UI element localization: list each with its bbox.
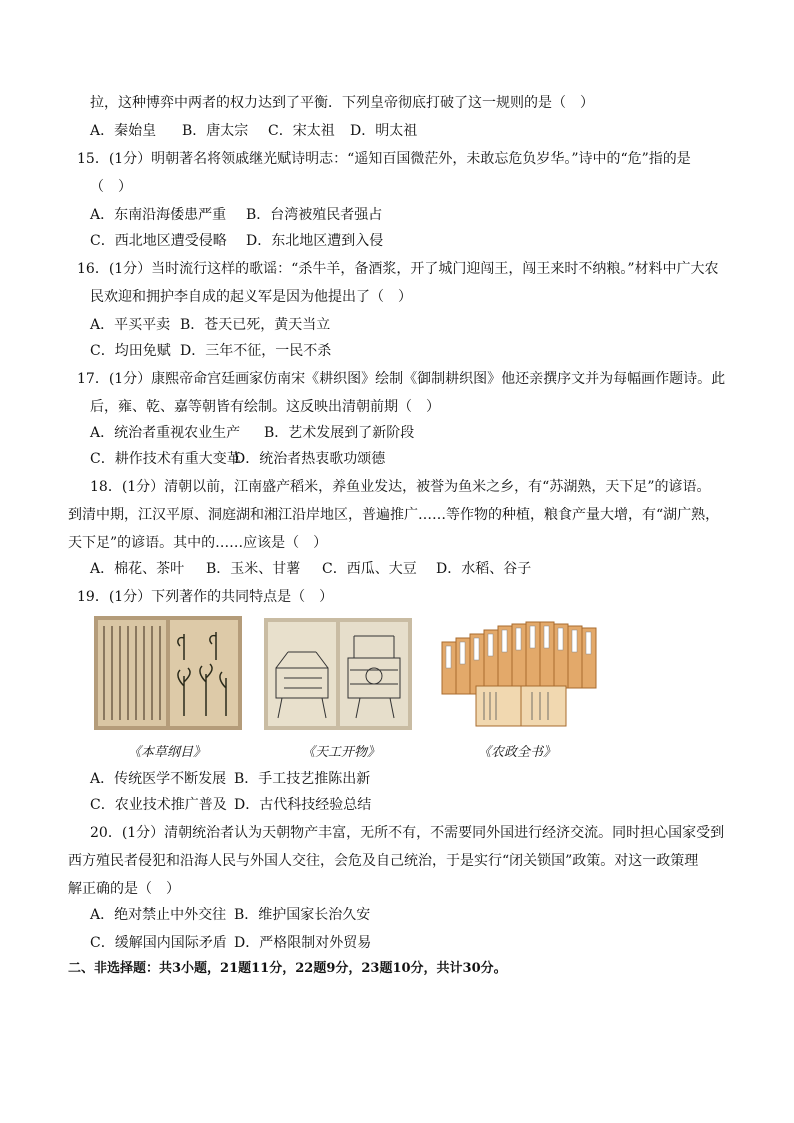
q15-option-c: C．西北地区遭受侵略 (90, 233, 227, 249)
tiangong-kaiwu-image (264, 618, 412, 730)
q19-option-c: C．农业技术推广普及 (90, 797, 227, 813)
bencao-gangmu-illustration (94, 616, 242, 730)
q15-stem-cont: （ ） (90, 179, 132, 195)
q17-option-c: C．耕作技术有重大变革 (90, 451, 241, 467)
q20-stem-cont1: 西方殖民者侵犯和沿海人民与外国人交往，会危及自己统治，于是实行“闭关锁国”政策。对这一政策理 (68, 853, 699, 869)
q17-option-b: B．艺术发展到了新阶段 (264, 425, 415, 441)
caption-tiangong-kaiwu: 《天工开物》 (302, 745, 381, 760)
q20-stem-cont2: 解正确的是（ ） (68, 881, 180, 897)
q18-option-a: A．棉花、茶叶 (90, 561, 185, 577)
q19-option-a: A．传统医学不断发展 (90, 771, 227, 787)
section-2-heading: 二、非选择题：共3小题，21题11分，22题9分，23题10分，共计30分。 (68, 961, 507, 976)
q20-option-b: B．维护国家长治久安 (234, 907, 371, 923)
nongzheng-quanshu-illustration (436, 616, 604, 730)
q14-option-a: A．秦始皇 (90, 123, 157, 139)
q16-stem-cont: 民欢迎和拥护李自成的起义军是因为他提出了（ ） (90, 289, 412, 305)
bencao-gangmu-image (94, 616, 242, 730)
q18-option-b: B．玉米、甘薯 (206, 561, 301, 577)
q18-stem: 18．(1分）清朝以前，江南盛产稻米，养鱼业发达，被誉为鱼米之乡，有“苏湖熟，天下足”的谚语。 (90, 479, 711, 495)
q15-option-a: A．东南沿海倭患严重 (90, 207, 227, 223)
q14-option-c: C．宋太祖 (268, 123, 335, 139)
q14-stem: 拉，这种博弈中两者的权力达到了平衡．下列皇帝彻底打破了这一规则的是（ ） (90, 95, 594, 111)
q18-option-d: D．水稻、谷子 (436, 561, 532, 577)
tiangong-kaiwu-illustration (264, 618, 412, 730)
q20-option-d: D．严格限制对外贸易 (234, 935, 372, 951)
q16-option-a: A．平买平卖 (90, 317, 171, 333)
caption-bencao-gangmu: 《本草纲目》 (128, 745, 207, 760)
q17-option-a: A．统治者重视农业生产 (90, 425, 241, 441)
q18-stem-cont2: 天下足”的谚语。其中的……应该是（ ） (68, 535, 328, 551)
q16-option-c: C．均田免赋 (90, 343, 171, 359)
q19-stem: 19．(1分）下列著作的共同特点是（ ） (77, 589, 334, 605)
q17-stem-cont: 后，雍、乾、嘉等朝皆有绘制。这反映出清朝前期（ ） (90, 399, 440, 415)
q20-option-c: C．缓解国内国际矛盾 (90, 935, 227, 951)
q19-option-d: D．古代科技经验总结 (234, 797, 372, 813)
q20-stem: 20．(1分）清朝统治者认为天朝物产丰富，无所不有，不需要同外国进行经济交流。同时担心国家受到 (90, 825, 725, 841)
q17-option-d: D．统治者热衷歌功颂德 (234, 451, 386, 467)
q18-stem-cont1: 到清中期，江汉平原、洞庭湖和湘江沿岸地区，普遍推广……等作物的种植，粮食产量大增，有“湖广熟， (68, 507, 720, 523)
q17-stem: 17．(1分）康熙帝命宫廷画家仿南宋《耕织图》绘制《御制耕织图》他还亲撰序文并为每幅画作题诗。此 (77, 371, 726, 387)
q14-option-b: B．唐太宗 (182, 123, 249, 139)
q19-option-b: B．手工技艺推陈出新 (234, 771, 371, 787)
q16-stem: 16．(1分）当时流行这样的歌谣：“杀牛羊，备酒浆，开了城门迎闯王，闯王来时不纳粮。”材料中广大农 (77, 261, 719, 277)
nongzheng-quanshu-image (436, 616, 604, 730)
q18-option-c: C．西瓜、大豆 (322, 561, 417, 577)
q15-option-d: D．东北地区遭到入侵 (246, 233, 384, 249)
q16-option-d: D．三年不征，一民不杀 (180, 343, 332, 359)
q16-option-b: B．苍天已死，黄天当立 (180, 317, 331, 333)
q14-option-d: D．明太祖 (350, 123, 418, 139)
caption-nongzheng-quanshu: 《农政全书》 (478, 745, 557, 760)
q20-option-a: A．绝对禁止中外交往 (90, 907, 227, 923)
q15-option-b: B．台湾被殖民者强占 (246, 207, 383, 223)
q15-stem: 15．(1分）明朝著名将领戚继光赋诗明志：“遥知百国微茫外，未敢忘危负岁华。”诗中的“危”指的是 (77, 151, 691, 167)
